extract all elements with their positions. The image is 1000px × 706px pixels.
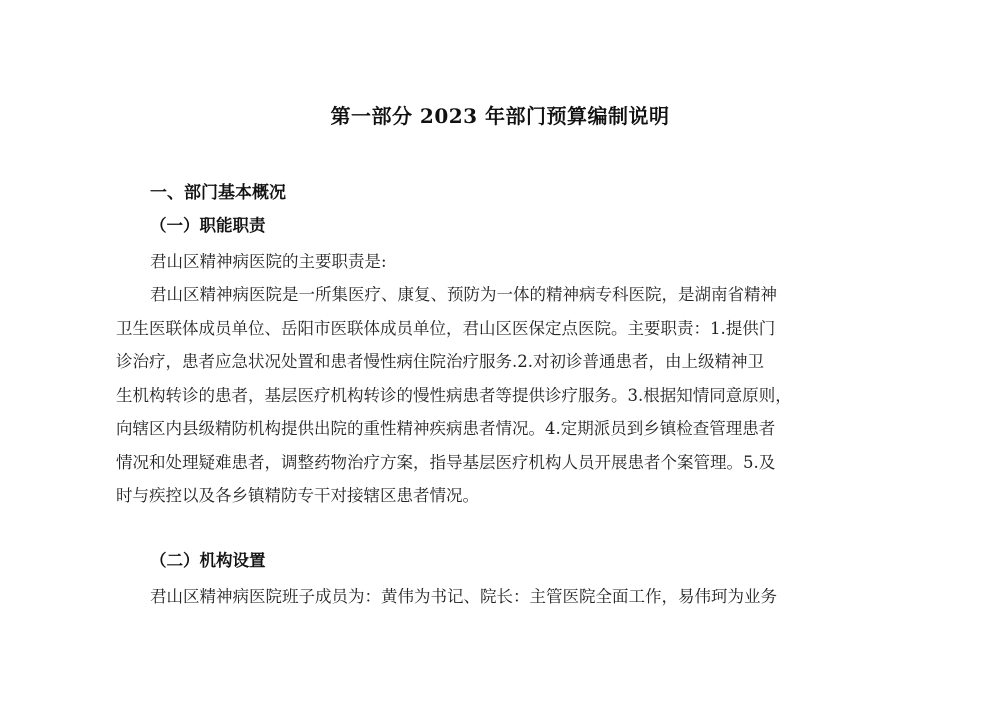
duties-line: 向辖区内县级精防机构提供出院的重性精神疾病患者情况。4.定期派员到乡镇检查管理患者	[116, 419, 776, 438]
duties-paragraph	[116, 278, 886, 513]
duties-line: 情况和处理疑难患者，调整药物治疗方案，指导基层医疗机构人员开展患者个案管理。5.及	[116, 452, 776, 472]
duties-line: 卫生医联体成员单位、岳阳市医联体成员单位，君山区医保定点医院。主要职责：1.提供门	[116, 318, 776, 338]
duties-line: 生机构转诊的患者，基层医疗机构转诊的慢性病患者等提供诊疗服务。3.根据知情同意原则，	[116, 385, 792, 405]
organization-paragraph	[150, 580, 892, 614]
duties-line: 君山区精神病医院是一所集医疗、康复、预防为一体的精神病专科医院，是湖南省精神	[150, 285, 777, 304]
duties-line: 时与疾控以及各乡镇精防专干对接辖区患者情况。	[116, 486, 479, 505]
section-heading-overview: 一、部门基本概况	[150, 183, 286, 203]
duties-line: 诊治疗，患者应急状况处置和患者慢性病住院治疗服务.2.对初诊普通患者，由上级精神卫	[116, 352, 764, 371]
page-title: 第一部分 2023 年部门预算编制说明	[330, 104, 670, 128]
intro-paragraph	[150, 245, 892, 279]
intro-line: 君山区精神病医院的主要职责是:	[150, 252, 387, 271]
subsection-heading-duties: （一）职能职责	[150, 216, 266, 235]
subsection-heading-organization: （二）机构设置	[150, 551, 266, 570]
organization-line: 君山区精神病医院班子成员为：黄伟为书记、院长：主管医院全面工作，易伟珂为业务	[150, 587, 777, 606]
